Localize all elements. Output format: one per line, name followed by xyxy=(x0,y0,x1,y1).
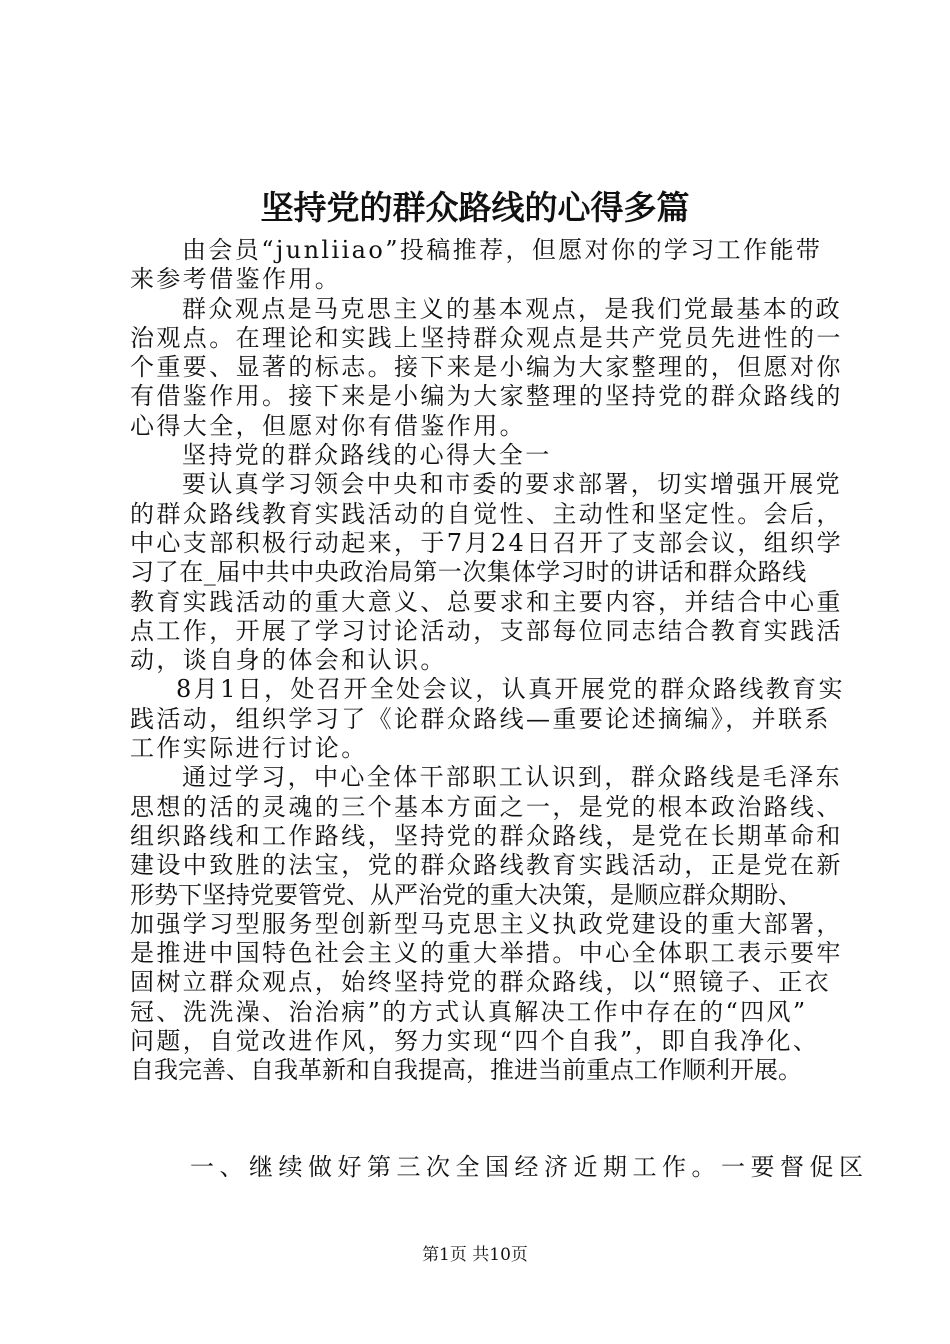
paragraph-line: 点工作，开展了学习讨论活动，支部每位同志结合教育实践活 xyxy=(130,616,843,645)
paragraph-line: 形势下坚持党要管党、从严治党的重大决策，是顺应群众期盼、 xyxy=(130,880,802,909)
paragraph-line: 工作实际进行讨论。 xyxy=(130,734,368,763)
paragraph-line: 问题，自觉改进作风，努力实现“四个自我”，即自我净化、 xyxy=(130,1027,820,1056)
paragraph-line: 心得大全，但愿对你有借鉴作用。 xyxy=(130,411,526,440)
paragraph-line: 来参考借鉴作用。 xyxy=(130,265,342,294)
paragraph-line: 习了在_届中共中央政治局第一次集体学习时的讲话和群众路线 xyxy=(130,558,807,587)
paragraph-line: 动，谈自身的体会和认识。 xyxy=(130,646,447,675)
paragraph-line: 8月1日，处召开全处会议，认真开展党的群众路线教育实 xyxy=(176,675,845,704)
paragraph-line: 教育实践活动的重大意义、总要求和主要内容，并结合中心重 xyxy=(130,587,843,616)
document-title: 坚持党的群众路线的心得多篇 xyxy=(260,188,690,227)
section-line: 一、继续做好第三次全国经济近期工作。一要督促区 xyxy=(190,1153,869,1181)
paragraph-line: 通过学习，中心全体干部职工认识到，群众路线是毛泽东 xyxy=(182,763,842,792)
paragraph-line: 建设中致胜的法宝，党的群众路线教育实践活动，正是党在新 xyxy=(130,851,843,880)
paragraph-line: 的群众路线教育实践活动的自觉性、主动性和坚定性。会后， xyxy=(130,499,843,528)
paragraph-line: 由会员“junliiao”投稿推荐，但愿对你的学习工作能带 xyxy=(182,236,823,264)
paragraph-line: 自我完善、自我革新和自我提高，推进当前重点工作顺利开展。 xyxy=(130,1056,802,1085)
document-body xyxy=(130,236,845,1086)
paragraph-line: 是推进中国特色社会主义的重大举措。中心全体职工表示要牢 xyxy=(130,939,843,968)
page-footer: 第1页 共10页 xyxy=(422,1245,528,1265)
paragraph-line: 治观点。在理论和实践上坚持群众观点是共产党员先进性的一 xyxy=(130,323,843,352)
paragraph-line: 思想的活的灵魂的三个基本方面之一，是党的根本政治路线、 xyxy=(130,792,843,821)
paragraph-line: 个重要、显著的标志。接下来是小编为大家整理的，但愿对你 xyxy=(130,353,843,382)
paragraph-line: 群众观点是马克思主义的基本观点，是我们党最基本的政 xyxy=(182,294,842,323)
paragraph-line: 冠、洗洗澡、治治病”的方式认真解决工作中存在的“四风” xyxy=(130,997,808,1026)
section-heading: 坚持党的群众路线的心得大全一 xyxy=(182,441,552,470)
paragraph-line: 组织路线和工作路线，坚持党的群众路线，是党在长期革命和 xyxy=(130,821,843,850)
paragraph-line: 有借鉴作用。接下来是小编为大家整理的坚持党的群众路线的 xyxy=(130,382,843,411)
paragraph-line: 中心支部积极行动起来，于7月24日召开了支部会议，组织学 xyxy=(130,528,844,557)
paragraph-line: 践活动，组织学习了《论群众路线—重要论述摘编》，并联系 xyxy=(130,704,831,733)
paragraph-line: 加强学习型服务型创新型马克思主义执政党建设的重大部署， xyxy=(130,909,843,938)
paragraph-line: 固树立群众观点，始终坚持党的群众路线，以“照镜子、正衣 xyxy=(130,968,832,997)
paragraph-line: 要认真学习领会中央和市委的要求部署，切实增强开展党 xyxy=(182,470,842,499)
